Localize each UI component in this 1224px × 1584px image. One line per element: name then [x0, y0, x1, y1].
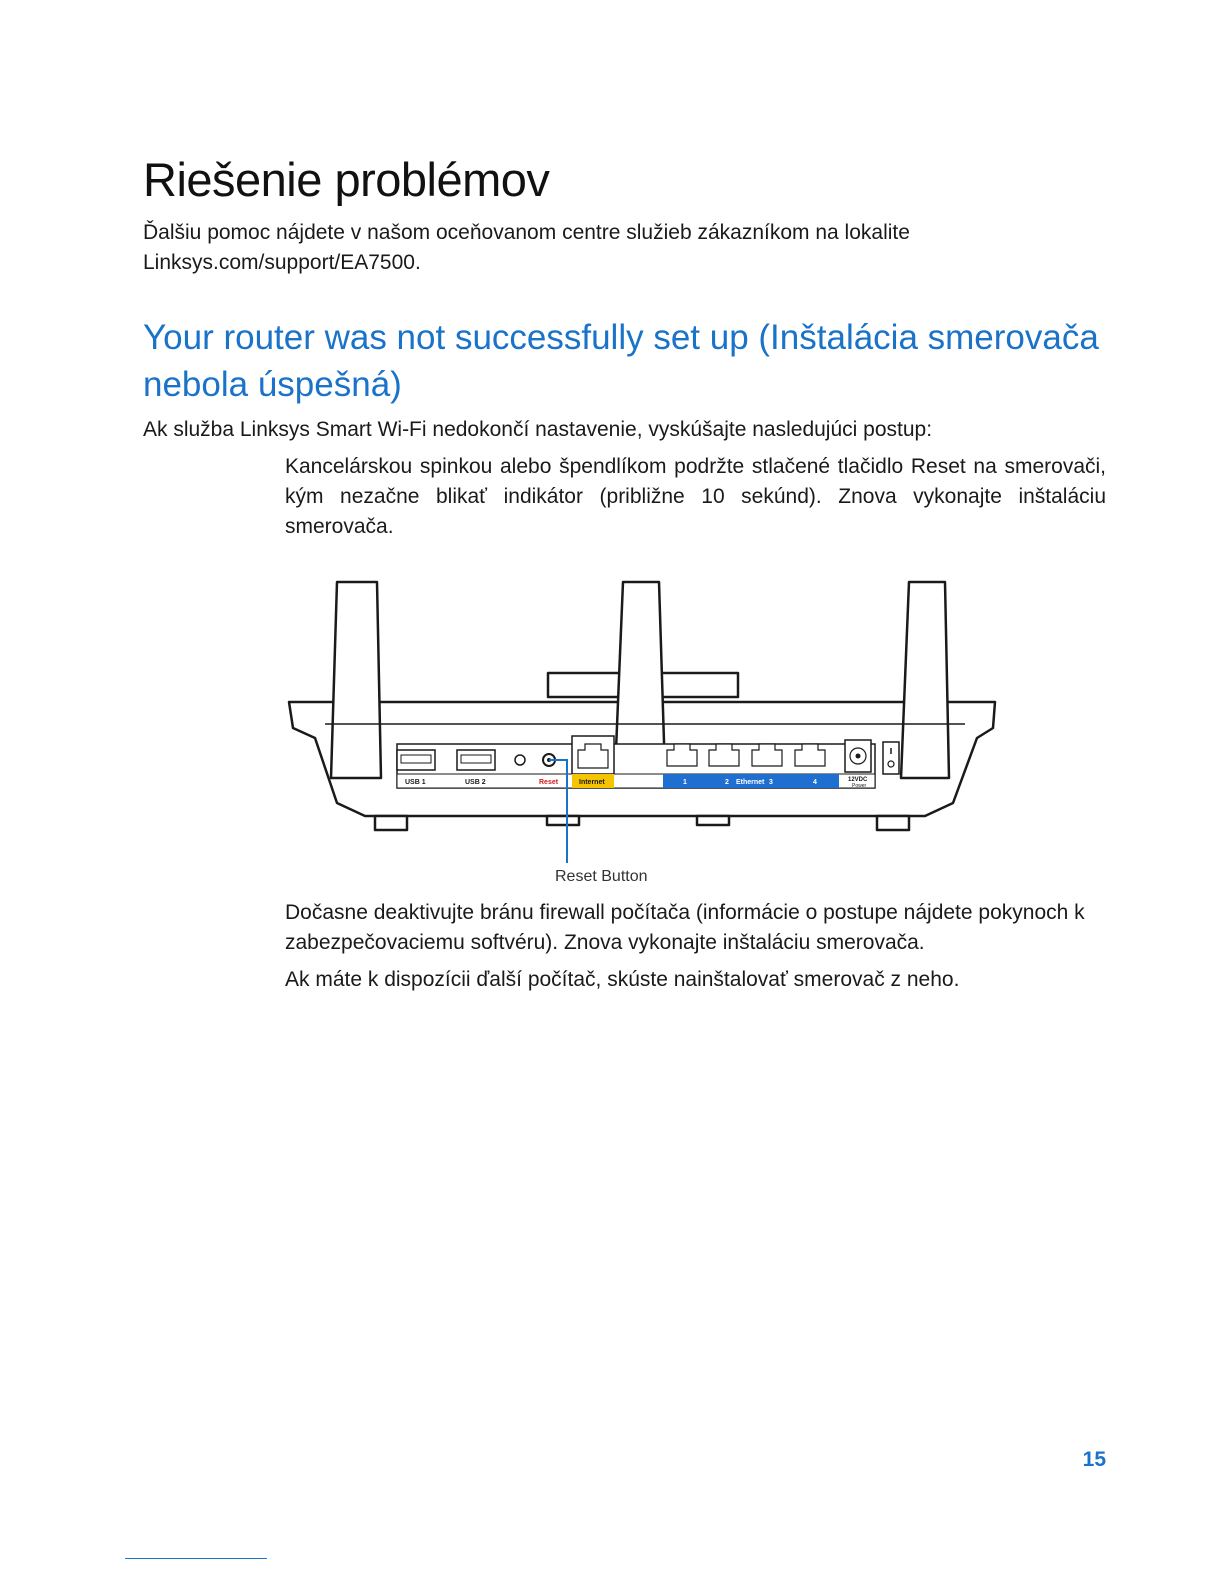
support-link[interactable]: Linksys.com/support/EA7500. — [143, 251, 421, 274]
router-illustration — [285, 578, 1001, 890]
router-back-panel-figure — [285, 578, 1001, 890]
router-foot — [375, 816, 407, 830]
eth4-label: 4 — [813, 779, 817, 786]
wps-button — [515, 755, 525, 765]
eth2-label: 2 — [725, 779, 729, 786]
eth3-label: 3 — [769, 779, 773, 786]
power-jack-pin — [856, 754, 861, 759]
router-foot — [697, 816, 729, 825]
section-heading: Your router was not successfully set up (Inštalácia smerovača nebola úspešná) — [143, 318, 1099, 404]
intro-line-1: Ďalšiu pomoc nájdete v našom oceňovanom centre služieb zákazníkom na lokalite — [143, 221, 910, 244]
router-foot — [877, 816, 909, 830]
antenna-left — [331, 582, 381, 778]
power-sub-label: Power — [852, 783, 867, 789]
usb2-port-inner — [461, 755, 491, 763]
usb1-port-inner — [401, 755, 431, 763]
usb1-label: USB 1 — [405, 779, 426, 786]
step-reset-router: Kancelárskou spinkou alebo špendlíkom podržte stlačené tlačidlo Reset na smerovači, kým nezačne blikať indikátor (približne 10 sekúnd). Znova vykonajte inštaláciu smerovača. — [285, 455, 1106, 538]
power-switch — [883, 742, 899, 774]
ethernet-label: Ethernet — [736, 779, 765, 786]
reset-callout-label: Reset Button — [555, 868, 648, 885]
internet-label: Internet — [579, 779, 605, 786]
reset-label: Reset — [539, 779, 559, 786]
intro-paragraph — [143, 218, 1043, 278]
usb2-label: USB 2 — [465, 779, 486, 786]
step-other-computer: Ak máte k dispozícii ďalší počítač, skúste nainštalovať smerovač z neho. — [285, 968, 960, 991]
step-disable-firewall: Dočasne deaktivujte bránu firewall počítača (informácie o postupe nájdete pokynoch k zabezpečovaciemu softvéru). Znova vykonajte inštaláciu smerovača. — [285, 901, 1085, 954]
lead-paragraph: Ak služba Linksys Smart Wi-Fi nedokončí nastavenie, vyskúšajte nasledujúci postup: — [143, 418, 933, 441]
footnote-rule — [125, 1558, 267, 1559]
page-number: 15 — [1082, 1448, 1106, 1471]
eth1-label: 1 — [683, 779, 687, 786]
antenna-right — [901, 582, 949, 778]
power-label: 12VDC — [848, 777, 868, 783]
page-title: Riešenie problémov — [143, 153, 550, 206]
router-foot — [547, 816, 579, 825]
